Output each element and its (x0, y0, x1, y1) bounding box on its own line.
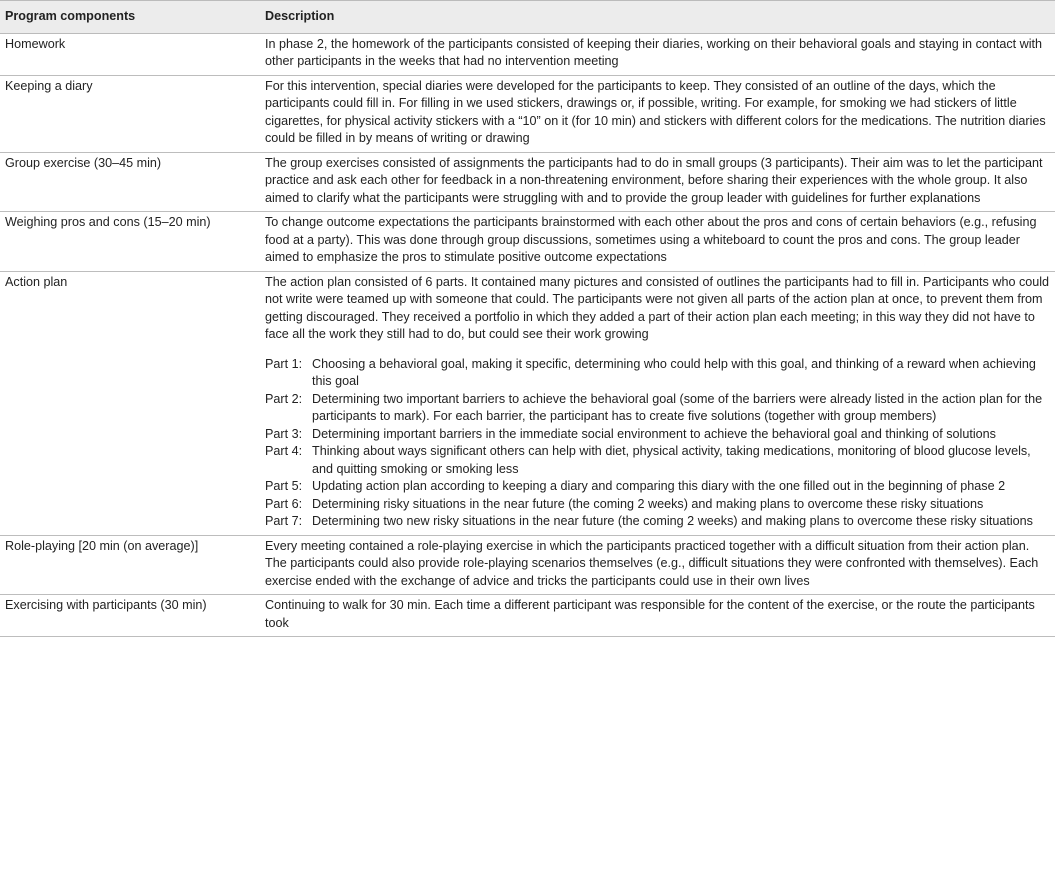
component-cell: Group exercise (30–45 min) (0, 152, 259, 212)
action-plan-description: The action plan consisted of 6 parts. It contained many pictures and consisted of outlines the participants had to fill in. Participants who could not write were teamed up with someone that could. The participants were not given all parts of the action plan at once, to prevent them from getting discouraged. They received a portfolio in which they added a part of their action plan each meeting; in this way they did not have to face all the work they still had to do, but could see their work growing (265, 274, 1050, 341)
table-header-row (0, 1, 1055, 34)
table-row (0, 271, 1055, 535)
component-cell: Homework (0, 33, 259, 75)
part-label: Part 5: (265, 479, 303, 493)
component-cell: Exercising with participants (30 min) (0, 595, 259, 637)
description-cell: Every meeting contained a role-playing exercise in which the participants practiced together with a difficult situation from their action plan. The participants could also provide role-playing scenarios themselves (e.g., difficult situations they were confronted with themselves). Each exercise ended with the exchange of advice and tricks the participants could use in their own lives (259, 535, 1055, 595)
description-cell: To change outcome expectations the participants brainstormed with each other about the pros and cons of certain behaviors (e.g., refusing food at a party). This was done through group discussions, sometimes using a whiteboard to count the pros and cons. The group leader aimed to emphasize the pros to stimulate positive outcome expectations (259, 212, 1055, 272)
action-plan-part (265, 426, 1050, 444)
part-label: Part 3: (265, 426, 303, 441)
header-description: Description (259, 1, 1055, 34)
action-plan-part (265, 496, 1050, 514)
part-text: Updating action plan according to keeping a diary and comparing this diary with the one filled out in the beginning of phase 2 (312, 479, 1006, 493)
part-text: Determining two new risky situations in the near future (the coming 2 weeks) and making plans to overcome these risky situations (312, 514, 1033, 528)
component-cell: Weighing pros and cons (15–20 min) (0, 212, 259, 272)
part-label: Part 7: (265, 514, 303, 528)
action-plan-part (265, 391, 1050, 426)
part-text: Choosing a behavioral goal, making it specific, determining who could help with this goal, and thinking of a reward when achieving this goal (312, 356, 1036, 388)
component-cell: Action plan (0, 271, 259, 535)
part-text: Determining risky situations in the near future (the coming 2 weeks) and making plans to overcome these risky situations (312, 496, 984, 511)
table-row (0, 75, 1055, 152)
description-cell (259, 271, 1055, 535)
part-text: Determining important barriers in the immediate social environment to achieve the behavioral goal and thinking of solutions (312, 426, 996, 441)
part-label: Part 1: (265, 356, 303, 371)
table-row (0, 535, 1055, 595)
part-text: Determining two important barriers to achieve the behavioral goal (some of the barriers were already listed in the action plan for the participants to mark). For each barrier, the participant has to create five solutions (together with group members) (312, 391, 1043, 423)
part-text: Thinking about ways significant others can help with diet, physical activity, taking medications, monitoring of blood glucose levels, and quitting smoking or smoking less (312, 444, 1031, 476)
table-row (0, 212, 1055, 272)
action-plan-part (265, 356, 1050, 391)
action-plan-part (265, 513, 1050, 531)
table-row (0, 595, 1055, 637)
part-label: Part 6: (265, 496, 303, 511)
table-row (0, 33, 1055, 75)
action-plan-parts (265, 356, 1050, 531)
part-label: Part 4: (265, 444, 303, 458)
component-cell: Role-playing [20 min (on average)] (0, 535, 259, 595)
part-label: Part 2: (265, 391, 303, 406)
table-row (0, 152, 1055, 212)
description-cell: For this intervention, special diaries were developed for the participants to keep. They consisted of an outline of the days, which the participants could fill in. For filling in we used stickers, drawings or, if possible, writing. For example, for smoking we had stickers of little cigarettes, for physical activity stickers with a “10” on it (for 10 min) and stickers with different colors for the medications. The nutrition diaries could be filled in by means of writing or drawing (259, 75, 1055, 152)
header-program-components: Program components (0, 1, 259, 34)
component-cell: Keeping a diary (0, 75, 259, 152)
action-plan-part (265, 443, 1050, 478)
action-plan-part (265, 478, 1050, 496)
description-cell: In phase 2, the homework of the participants consisted of keeping their diaries, working on their behavioral goals and staying in contact with other participants in the weeks that had no intervention meeting (259, 33, 1055, 75)
description-cell: Continuing to walk for 30 min. Each time a different participant was responsible for the content of the exercise, or the route the participants took (259, 595, 1055, 637)
description-cell: The group exercises consisted of assignments the participants had to do in small groups (3 participants). Their aim was to let the participant practice and ask each other for feedback in a non-threatening environment, before sharing their experiences with the whole group. It also aimed to clarify what the participants were struggling with and to provide the group leader with guidelines for further explanations (259, 152, 1055, 212)
